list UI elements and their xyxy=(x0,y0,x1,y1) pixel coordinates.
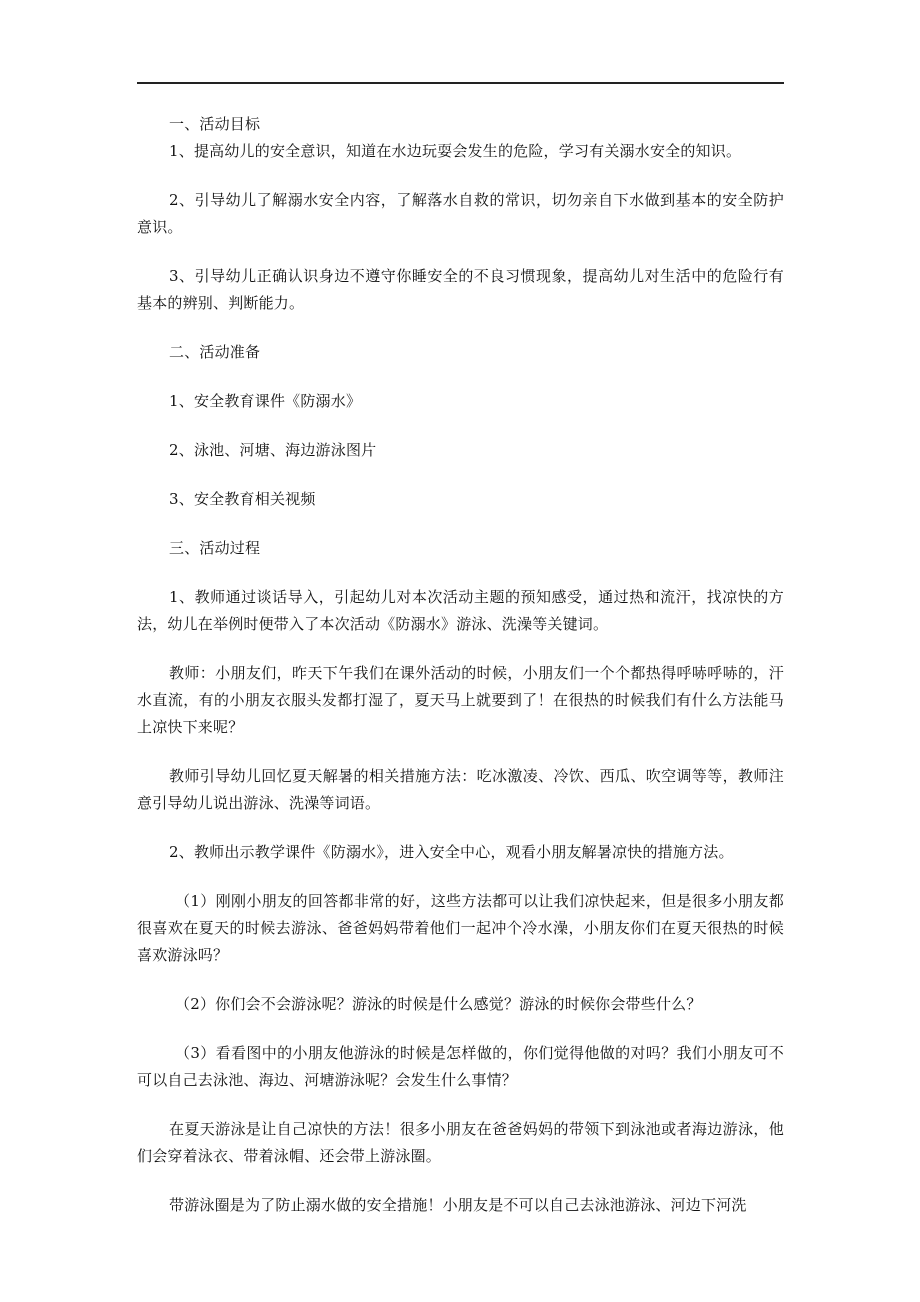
section-heading-goals: 一、活动目标 xyxy=(169,115,261,133)
paragraph: 带游泳圈是为了防止溺水做的安全措施！小朋友是不可以自己去泳池游泳、河边下河洗 xyxy=(169,1196,747,1214)
paragraph: 教师引导幼儿回忆夏天解暑的相关措施方法：吃冰激凌、冷饮、西瓜、吹空调等等，教师注意引导幼儿说出游泳、洗澡等词语。 xyxy=(137,767,784,812)
paragraph: 2、泳池、河塘、海边游泳图片 xyxy=(169,441,377,459)
paragraph: 在夏天游泳是让自己凉快的方法！很多小朋友在爸爸妈妈的带领下到泳池或者海边游泳，他们会穿着泳衣、带着泳帽、还会带上游泳圈。 xyxy=(137,1120,784,1165)
paragraph: （1）刚刚小朋友的回答都非常的好，这些方法都可以让我们凉快起来，但是很多小朋友都很喜欢在夏天的时候去游泳、爸爸妈妈带着他们一起冲个冷水澡，小朋友你们在夏天很热的时候喜欢游泳吗？ xyxy=(137,892,784,964)
section-heading-preparation: 二、活动准备 xyxy=(169,343,261,361)
section-heading-process: 三、活动过程 xyxy=(169,539,261,557)
paragraph: 1、教师通过谈话导入，引起幼儿对本次活动主题的预知感受，通过热和流汗，找凉快的方法，幼儿在举例时便带入了本次活动《防溺水》游泳、洗澡等关键词。 xyxy=(137,588,784,633)
paragraph: 3、引导幼儿正确认识身边不遵守你睡安全的不良习惯现象，提高幼儿对生活中的危险行有基本的辨别、判断能力。 xyxy=(137,267,784,312)
paragraph: 1、安全教育课件《防溺水》 xyxy=(169,392,362,410)
document-body xyxy=(137,111,784,1219)
paragraph: 3、安全教育相关视频 xyxy=(169,490,316,508)
header-rule xyxy=(137,82,784,84)
paragraph: 教师：小朋友们，昨天下午我们在课外活动的时候，小朋友们一个个都热得呼哧呼哧的，汗水直流，有的小朋友衣服头发都打湿了，夏天马上就要到了！在很热的时候我们有什么方法能马上凉快下来呢？ xyxy=(137,664,784,736)
paragraph: 2、引导幼儿了解溺水安全内容，了解落水自救的常识，切勿亲自下水做到基本的安全防护意识。 xyxy=(137,191,784,236)
paragraph: （3）看看图中的小朋友他游泳的时候是怎样做的，你们觉得他做的对吗？我们小朋友可不可以自己去泳池、海边、河塘游泳呢？会发生什么事情？ xyxy=(137,1044,784,1089)
paragraph: 2、教师出示教学课件《防溺水》，进入安全中心，观看小朋友解暑凉快的措施方法。 xyxy=(169,843,734,861)
paragraph: 1、提高幼儿的安全意识，知道在水边玩耍会发生的危险，学习有关溺水安全的知识。 xyxy=(169,142,742,160)
paragraph: （2）你们会不会游泳呢？游泳的时候是什么感觉？游泳的时候你会带些什么？ xyxy=(175,995,702,1013)
